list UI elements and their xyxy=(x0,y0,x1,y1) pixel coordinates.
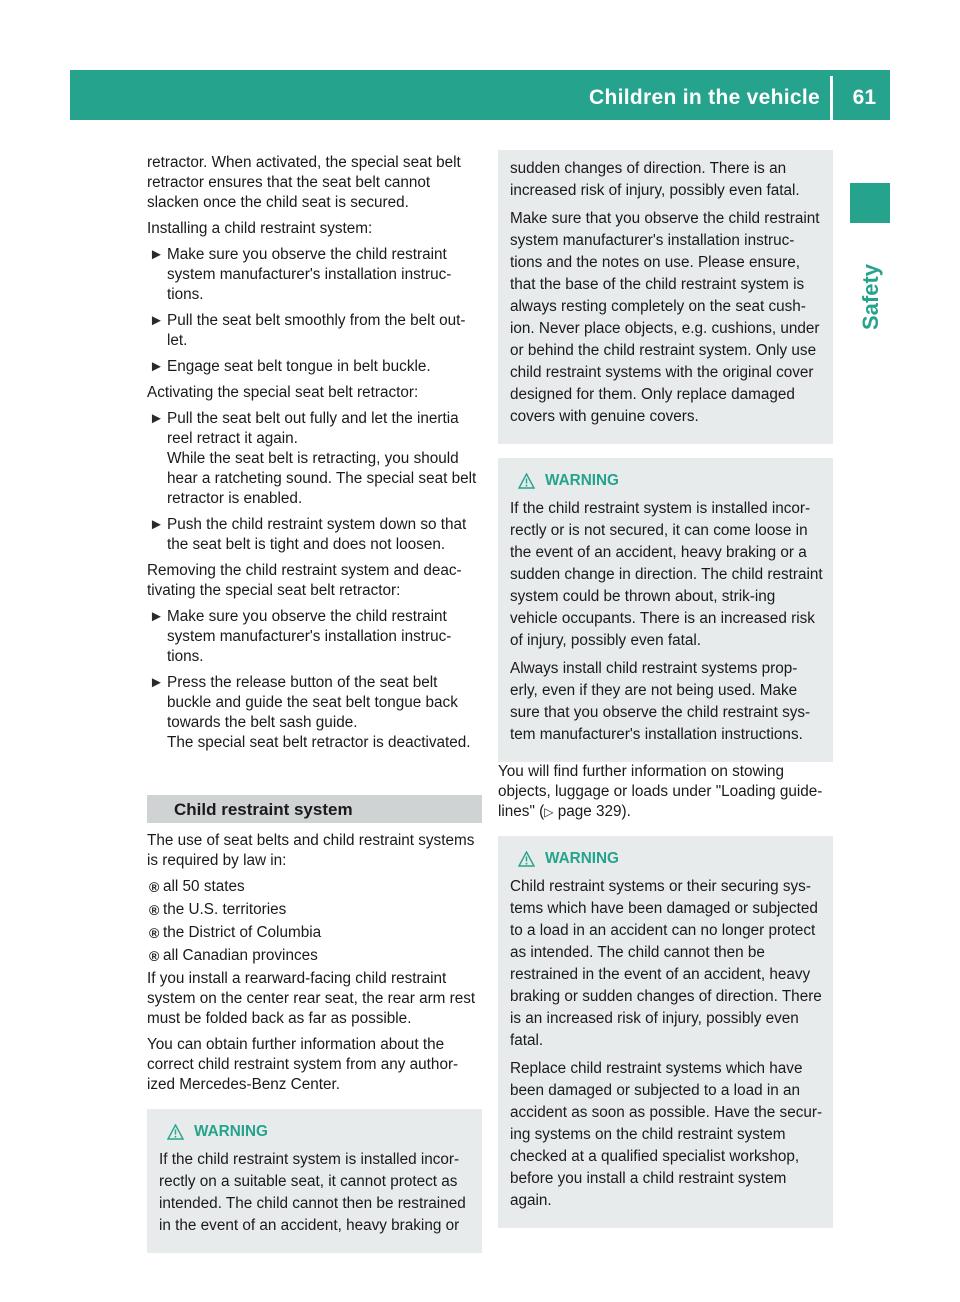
stowing-end: ). xyxy=(621,803,631,820)
page-reference-link[interactable]: page 329 xyxy=(557,803,622,820)
page-number: 61 xyxy=(852,86,876,109)
warning-label: WARNING xyxy=(194,1123,268,1140)
install-step xyxy=(147,357,482,377)
warning-box xyxy=(147,1109,482,1253)
step-arrow-icon: ► xyxy=(149,312,164,329)
section-heading: Child restraint system xyxy=(147,795,482,823)
step-arrow-icon: ► xyxy=(149,246,164,263)
step-text: Make sure you observe the child restraint system manufacturer's installation instruc-tions. xyxy=(167,608,452,665)
header-bar xyxy=(70,70,890,120)
section-tab-label: Safety xyxy=(858,263,883,331)
step-arrow-icon: ► xyxy=(149,608,164,625)
step-arrow-icon: ► xyxy=(149,516,164,533)
left-column xyxy=(147,153,482,1253)
install-heading: Installing a child restraint system: xyxy=(147,220,373,237)
warning-header xyxy=(510,848,823,870)
warning-triangle-icon xyxy=(167,1124,184,1140)
remove-step xyxy=(147,607,482,667)
step-text: Push the child restraint system down so that the seat belt is tight and does not loosen. xyxy=(167,516,467,553)
list-item xyxy=(147,877,482,897)
warning-text: sudden changes of direction. There is an increased risk of injury, possibly even fatal. xyxy=(510,160,800,199)
list-item xyxy=(147,923,482,943)
list-item xyxy=(147,946,482,966)
law-intro: The use of seat belts and child restraint systems is required by law in: xyxy=(147,832,475,869)
further-info-paragraph: You can obtain further information about the correct child restraint system from any author-ized Mercedes-Benz Center. xyxy=(147,1036,459,1093)
bullet-icon: ® xyxy=(149,879,160,895)
right-column xyxy=(498,150,833,1228)
section-tab-marker xyxy=(850,183,890,223)
rearward-paragraph: If you install a rearward-facing child restraint system on the center rear seat, the rear arm rest must be folded back as far as possible. xyxy=(147,970,476,1027)
list-item-text: the U.S. territories xyxy=(163,901,287,918)
warning-text: Make sure that you observe the child restraint system manufacturer's installation instruc-tions and the notes on use. Please ensure, that the base of the child restraint system is always resting completely on the seat cush-ion. Never place objects, e.g. cushions, under or behind the child restraint system. Only use child restraint systems with the original cover designed for them. Only replace damaged covers with genuine covers. xyxy=(510,210,820,425)
activate-step xyxy=(147,409,482,509)
warning-label: WARNING xyxy=(545,472,619,489)
bullet-icon: ® xyxy=(149,948,160,964)
list-item-text: the District of Columbia xyxy=(163,924,322,941)
activate-heading: Activating the special seat belt retractor: xyxy=(147,384,419,401)
install-step xyxy=(147,245,482,305)
warning-text: If the child restraint system is installed incor-rectly or is not secured, it can come loose in the event of an accident, heavy braking or a sudden change in direction. The child restraint system could be thrown about, strik-ing vehicle occupants. There is an increased risk of injury, possibly even fatal. xyxy=(510,500,823,649)
bullet-icon: ® xyxy=(149,925,160,941)
warning-text: Child restraint systems or their securing sys-tems which have been damaged or subjected to a load in an accident can no longer protect as intended. The child cannot then be restrained in the event of an accident, heavy braking or sudden changes of direction. There is an increased risk of injury, possibly even fatal. xyxy=(510,878,822,1049)
step-text: Pull the seat belt smoothly from the belt out-let. xyxy=(167,312,466,349)
warning-text: If the child restraint system is installed incor-rectly on a suitable seat, it cannot protect as intended. The child cannot then be restrained in the event of an accident, heavy braking or xyxy=(159,1151,466,1234)
step-arrow-icon: ► xyxy=(149,410,164,427)
step-result: The special seat belt retractor is deactivated. xyxy=(167,734,471,751)
bullet-icon: ® xyxy=(149,902,160,918)
header-divider xyxy=(830,76,833,120)
stowing-text: You will find further information on stowing objects, luggage or loads under "Loading guide-lines" ( xyxy=(498,763,823,820)
activate-step xyxy=(147,515,482,555)
step-arrow-icon: ► xyxy=(149,358,164,375)
warning-text: Always install child restraint systems prop-erly, even if they are not being used. Make sure that you observe the child restraint sys-tem manufacturer's installation instructions. xyxy=(510,660,811,743)
step-text: Engage seat belt tongue in belt buckle. xyxy=(167,358,431,375)
warning-header xyxy=(159,1121,472,1143)
step-text: Press the release button of the seat belt buckle and guide the seat belt tongue back towards the belt sash guide. xyxy=(167,674,458,731)
remove-heading: Removing the child restraint system and deac-tivating the special seat belt retractor: xyxy=(147,562,462,599)
list-item-text: all Canadian provinces xyxy=(163,947,318,964)
remove-step xyxy=(147,673,482,753)
warning-text: Replace child restraint systems which have been damaged or subjected to a load in an accident as soon as possible. Have the secur-ing systems on the child restraint system checked at a qualified specialist workshop, before you install a child restraint system again. xyxy=(510,1060,823,1209)
stowing-paragraph xyxy=(498,762,833,822)
page-ref-arrow-icon: ▷ xyxy=(544,805,554,819)
warning-triangle-icon xyxy=(518,851,535,867)
step-text: Make sure you observe the child restraint system manufacturer's installation instruc-tions. xyxy=(167,246,452,303)
list-item-text: all 50 states xyxy=(163,878,245,895)
step-arrow-icon: ► xyxy=(149,674,164,691)
warning-header xyxy=(510,470,823,492)
warning-triangle-icon xyxy=(518,473,535,489)
step-text: Pull the seat belt out fully and let the inertia reel retract it again. xyxy=(167,410,459,447)
install-step xyxy=(147,311,482,351)
list-item xyxy=(147,900,482,920)
warning-box xyxy=(498,836,833,1228)
warning-label: WARNING xyxy=(545,850,619,867)
intro-paragraph: retractor. When activated, the special seat belt retractor ensures that the seat belt cannot slacken once the child seat is secured. xyxy=(147,154,461,211)
warning-box-continued xyxy=(498,150,833,444)
chapter-title: Children in the vehicle xyxy=(589,86,820,109)
step-result: While the seat belt is retracting, you should hear a ratcheting sound. The special seat belt retractor is enabled. xyxy=(167,450,477,507)
warning-box xyxy=(498,458,833,762)
